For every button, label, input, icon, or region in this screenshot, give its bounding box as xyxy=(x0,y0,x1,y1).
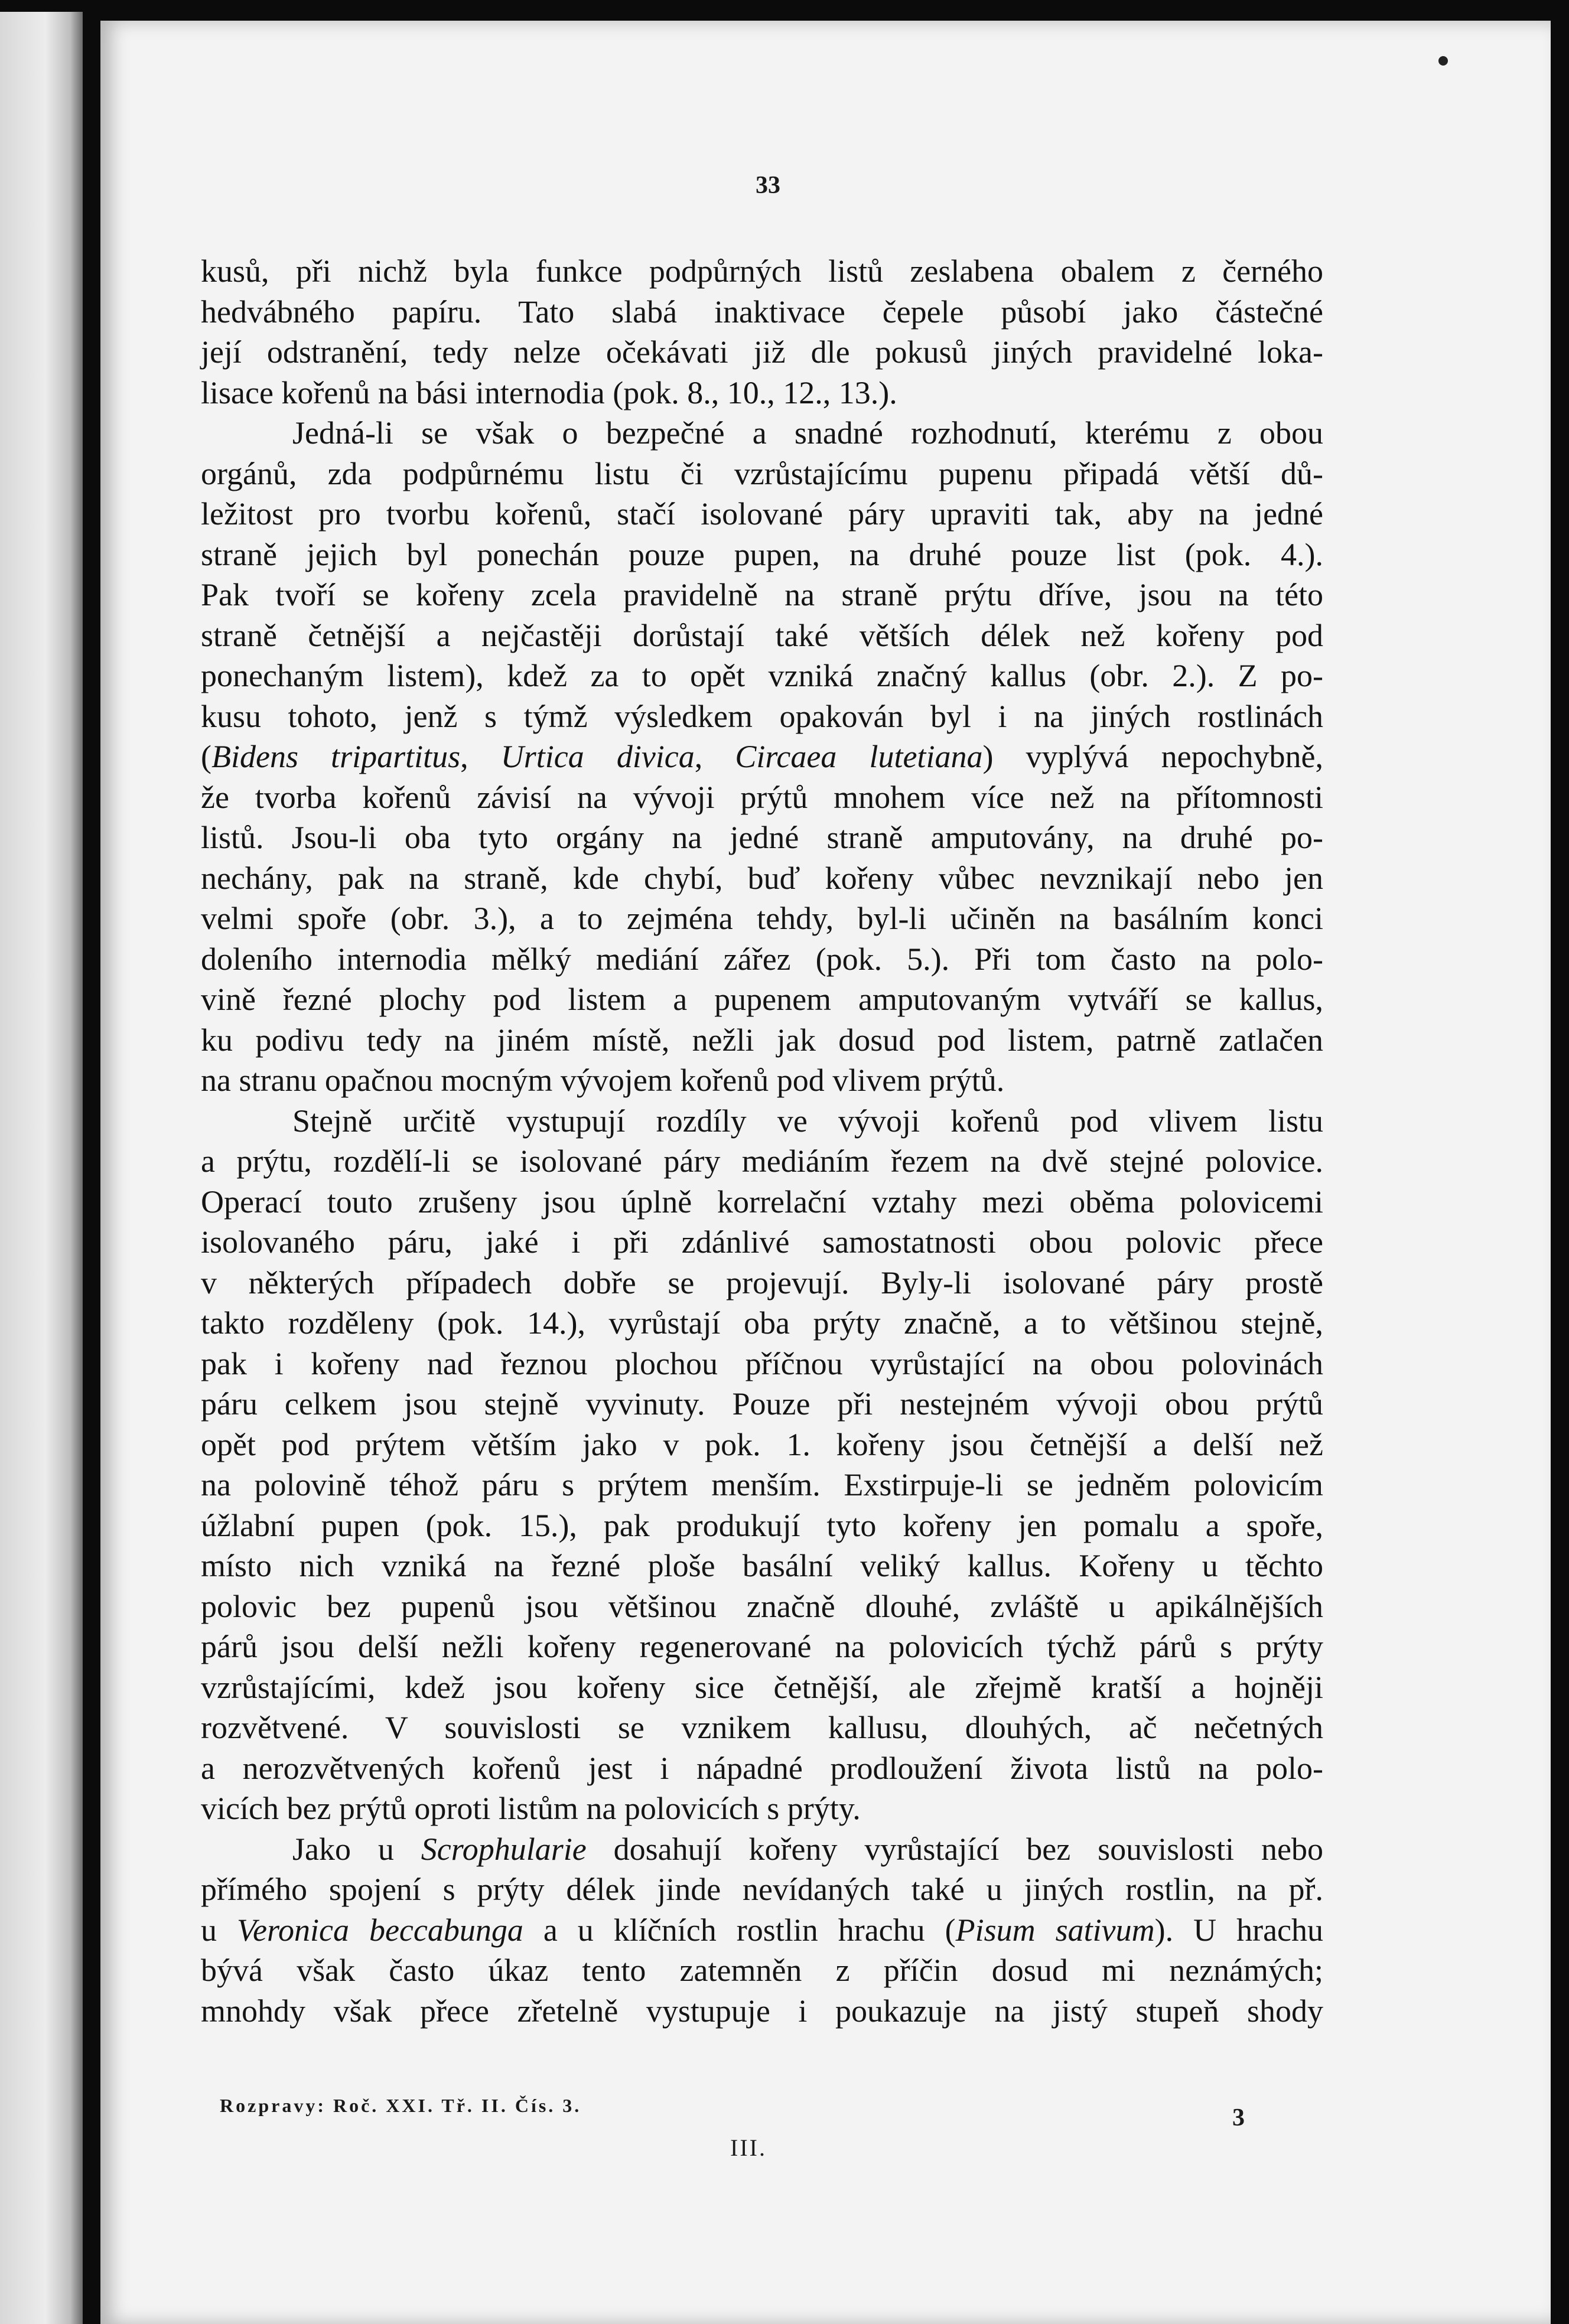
text-line: a nerozvětvených kořenů jest i nápadné prodloužení života listů na polo- xyxy=(201,1750,1323,1786)
printer-signature: III. xyxy=(730,2134,767,2161)
text-line: isolovaného páru, jaké i při zdánlivé samostatnosti obou polovic přece xyxy=(201,1224,1323,1260)
text-line: páru celkem jsou stejně vyvinuty. Pouze při nestejném vývoji obou prýtů xyxy=(201,1386,1323,1422)
text-line: přímého spojení s prýty délek jinde nevídaných také u jiných rostlin, na př. xyxy=(201,1872,1323,1907)
text-line: ponechaným listem), kdež za to opět vzniká značný kallus (obr. 2.). Z po- xyxy=(201,658,1323,693)
text-line: párů jsou delší nežli kořeny regenerované na polovicích týchž párů s prýty xyxy=(201,1629,1323,1664)
text-line: rozvětvené. V souvislosti se vznikem kallusu, dlouhých, ač nečetných xyxy=(201,1710,1323,1745)
text-line: úžlabní pupen (pok. 15.), pak produkují tyto kořeny jen pomalu a spoře, xyxy=(201,1507,1323,1543)
text-line: pak i kořeny nad řeznou plochou příčnou vyrůstající na obou polovinách xyxy=(201,1345,1323,1381)
text-line: bývá však často úkaz tento zatemněn z příčin dosud mi neznámých; xyxy=(201,1953,1323,1988)
text-line: doleního internodia mělký mediání zářez (pok. 5.). Při tom často na polo- xyxy=(201,941,1323,977)
text-line: straně četnější a nejčastěji dorůstají také větších délek než kořeny pod xyxy=(201,617,1323,653)
text-line: Jako u Scrophularie dosahují kořeny vyrůstající bez souvislosti nebo xyxy=(292,1831,1324,1867)
text-line: polovic bez pupenů jsou většinou značně dlouhé, zvláště u apikálnějších xyxy=(201,1588,1323,1624)
text-line: vině řezné plochy pod listem a pupenem amputovaným vytváří se kallus, xyxy=(201,982,1323,1017)
text-line: mnohdy však přece zřetelně vystupuje i poukazuje na jistý stupeň shody xyxy=(201,1993,1323,2029)
text-line: kusů, při nichž byla funkce podpůrných listů zeslabena obalem z černého xyxy=(201,253,1323,289)
page-number: 33 xyxy=(756,172,780,199)
text-line: orgánů, zda podpůrnému listu či vzrůstajícímu pupenu připadá větší dů- xyxy=(201,455,1323,491)
adjacent-page-edge xyxy=(0,12,83,2324)
text-line: takto rozděleny (pok. 14.), vyrůstají oba prýty značně, a to většinou stejně, xyxy=(201,1305,1323,1341)
text-line: velmi spoře (obr. 3.), a to zejména tehdy, byl-li učiněn na basálním konci xyxy=(201,901,1323,936)
text-line: listů. Jsou-li oba tyto orgány na jedné straně amputovány, na druhé po- xyxy=(201,820,1323,855)
text-line: a prýtu, rozdělí-li se isolované páry mediáním řezem na dvě stejné polovice. xyxy=(201,1143,1323,1179)
text-line: vicích bez prýtů oproti listům na polovicích s prýty. xyxy=(201,1791,861,1826)
text-line: její odstranění, tedy nelze očekávati již dle pokusů jiných pravidelné loka- xyxy=(201,334,1323,370)
text-line: v některých případech dobře se projevují. Byly-li isolované páry prostě xyxy=(201,1264,1323,1300)
text-line: že tvorba kořenů závisí na vývoji prýtů mnohem více než na přítomnosti xyxy=(201,779,1323,815)
text-line: kusu tohoto, jenž s týmž výsledkem opakován byl i na jiných rostlinách xyxy=(201,698,1323,734)
body-text xyxy=(201,251,1323,2031)
text-line: Jedná-li se však o bezpečné a snadné rozhodnutí, kterému z obou xyxy=(292,415,1323,451)
journal-citation: Rozpravy: Roč. XXI. Tř. II. Čís. 3. xyxy=(220,2095,582,2116)
text-line: ku podivu tedy na jiném místě, nežli jak dosud pod listem, patrně zatlačen xyxy=(201,1022,1323,1058)
text-line: Pak tvoří se kořeny zcela pravidelně na straně prýtu dříve, jsou na této xyxy=(201,577,1323,612)
text-line: (Bidens tripartitus, Urtica divica, Circaea lutetiana) vyplývá nepochybně, xyxy=(201,739,1324,774)
ink-dot xyxy=(1438,56,1448,66)
text-line: Stejně určitě vystupují rozdíly ve vývoji kořenů pod vlivem listu xyxy=(292,1103,1323,1139)
text-line: ležitost pro tvorbu kořenů, stačí isolované páry upraviti tak, aby na jedné xyxy=(201,496,1323,532)
text-line: straně jejich byl ponechán pouze pupen, na druhé pouze list (pok. 4.). xyxy=(201,536,1323,572)
text-line: hedvábného papíru. Tato slabá inaktivace čepele působí jako částečné xyxy=(201,294,1323,330)
text-line: lisace kořenů na bási internodia (pok. 8., 10., 12., 13.). xyxy=(201,374,897,410)
sheet-number: 3 xyxy=(1232,2104,1245,2131)
text-line: opět pod prýtem větším jako v pok. 1. kořeny jsou četnější a delší než xyxy=(201,1426,1323,1462)
text-line: nechány, pak na straně, kde chybí, buď kořeny vůbec nevznikají nebo jen xyxy=(201,860,1323,896)
text-line: Operací touto zrušeny jsou úplně korrelační vztahy mezi oběma polovicemi xyxy=(201,1184,1323,1220)
text-line: na stranu opačnou mocným vývojem kořenů pod vlivem prýtů. xyxy=(201,1062,1005,1098)
text-line: vzrůstajícími, kdež jsou kořeny sice četnější, ale zřejmě kratší a hojněji xyxy=(201,1669,1323,1705)
text-line: místo nich vzniká na řezné ploše basální veliký kallus. Kořeny u těchto xyxy=(201,1548,1323,1583)
text-line: u Veronica beccabunga a u klíčních rostlin hrachu (Pisum sativum). U hrachu xyxy=(201,1912,1324,1948)
text-line: na polovině téhož páru s prýtem menším. Exstirpuje-li se jedněm polovicím xyxy=(201,1467,1323,1502)
